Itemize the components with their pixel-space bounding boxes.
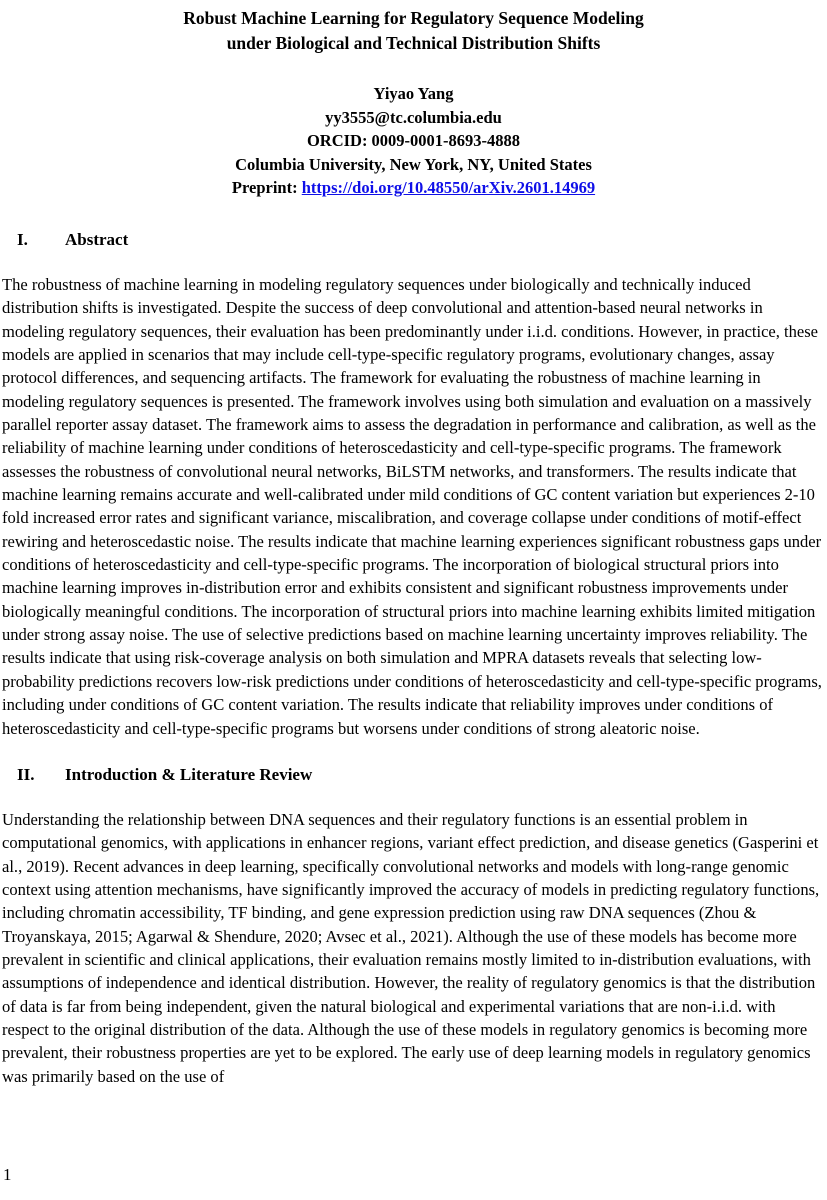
section-title: Abstract: [65, 229, 129, 249]
author-orcid: ORCID: 0009-0001-8693-4888: [306, 131, 521, 151]
page-number: 1: [3, 1165, 12, 1184]
preprint-line: [0, 176, 827, 200]
section-heading-abstract: [0, 230, 827, 250]
section-heading-introduction: [0, 765, 827, 785]
paper-title: [0, 0, 827, 56]
author-affiliation: Columbia University, New York, NY, United States: [235, 154, 592, 174]
author-email: yy3555@tc.columbia.edu: [325, 107, 502, 127]
preprint-label: Preprint:: [231, 178, 298, 198]
introduction-paragraph: Understanding the relationship between DNA sequences and their regulatory functions is an essential problem in computational genomics, with applications in enhancer regions, variant effect prediction, and disease genetics (Gasperini et al., 2019). Recent advances in deep learning, specifically convolutional networks and models with long-range genomic context using attention mechanisms, have significantly improved the accuracy of models in predicting regulatory functions, including chromatin accessibility, TF binding, and gene expression prediction using raw DNA sequences (Zhou & Troyanskaya, 2015; Agarwal & Shendure, 2020; Avsec et al., 2021). Although the use of these models has become more prevalent in scientific and clinical applications, their evaluation remains mostly limited to in-distribution evaluations, with assumptions of independence and identical distribution. However, the reality of regulatory genomics is that the distribution of data is far from being independent, given the natural biological and experimental variations that are non-i.i.d. with respect to the original distribution of the data. Although the use of these models in regulatory genomics is becoming more prevalent, their robustness properties are yet to be explored. The early use of deep learning models in regulatory genomics was primarily based on the use of: [2, 809, 820, 1086]
paper-title-line-1: Robust Machine Learning for Regulatory Sequence Modeling: [183, 8, 644, 28]
paper-title-line-2: under Biological and Technical Distribution Shifts: [226, 33, 601, 53]
author-name: Yiyao Yang: [373, 84, 454, 103]
section-number: II.: [17, 764, 35, 784]
author-block: [0, 82, 827, 200]
section-title: Introduction & Literature Review: [65, 764, 313, 784]
preprint-doi-link[interactable]: https://doi.org/10.48550/arXiv.2601.14969: [301, 178, 596, 198]
section-number: I.: [17, 229, 28, 249]
abstract-paragraph: The robustness of machine learning in modeling regulatory sequences under biologically and technically induced distribution shifts is investigated. Despite the success of deep convolutional and attention-based neural networks in modeling regulatory sequences, their evaluation has been predominantly under i.i.d. conditions. However, in practice, these models are applied in scenarios that may include cell-type-specific regulatory programs, evolutionary changes, assay protocol differences, and sequencing artifacts. The framework for evaluating the robustness of machine learning in modeling regulatory sequences is presented. The framework involves using both simulation and evaluation on a massively parallel reporter assay dataset. The framework aims to assess the degradation in performance and calibration, as well as the reliability of machine learning under conditions of heteroscedasticity and cell-type-specific programs. The framework assesses the robustness of convolutional neural networks, BiLSTM networks, and transformers. The results indicate that machine learning remains accurate and well-calibrated under mild conditions of GC content variation but experiences 2-10 fold increased error rates and significant variance, miscalibration, and coverage collapse under conditions of motif-effect rewiring and heteroscedastic noise. The results indicate that machine learning experiences significant robustness gaps under conditions of heteroscedasticity and cell-type-specific programs. The incorporation of biological structural priors into machine learning improves in-distribution error and exhibits consistent and significant robustness improvements under biologically meaningful conditions. The incorporation of structural priors into machine learning exhibits limited mitigation under strong assay noise. The use of selective predictions based on machine learning uncertainty improves reliability. The results indicate that using risk-coverage analysis on both simulation and MPRA datasets reveals that selecting low-probability predictions recovers low-risk predictions under conditions of heteroscedasticity and cell-type-specific programs, including under conditions of GC content variation. The results indicate that reliability improves under conditions of heteroscedasticity and cell-type-specific programs but worsens under conditions of strong aleatoric noise.: [2, 274, 822, 738]
